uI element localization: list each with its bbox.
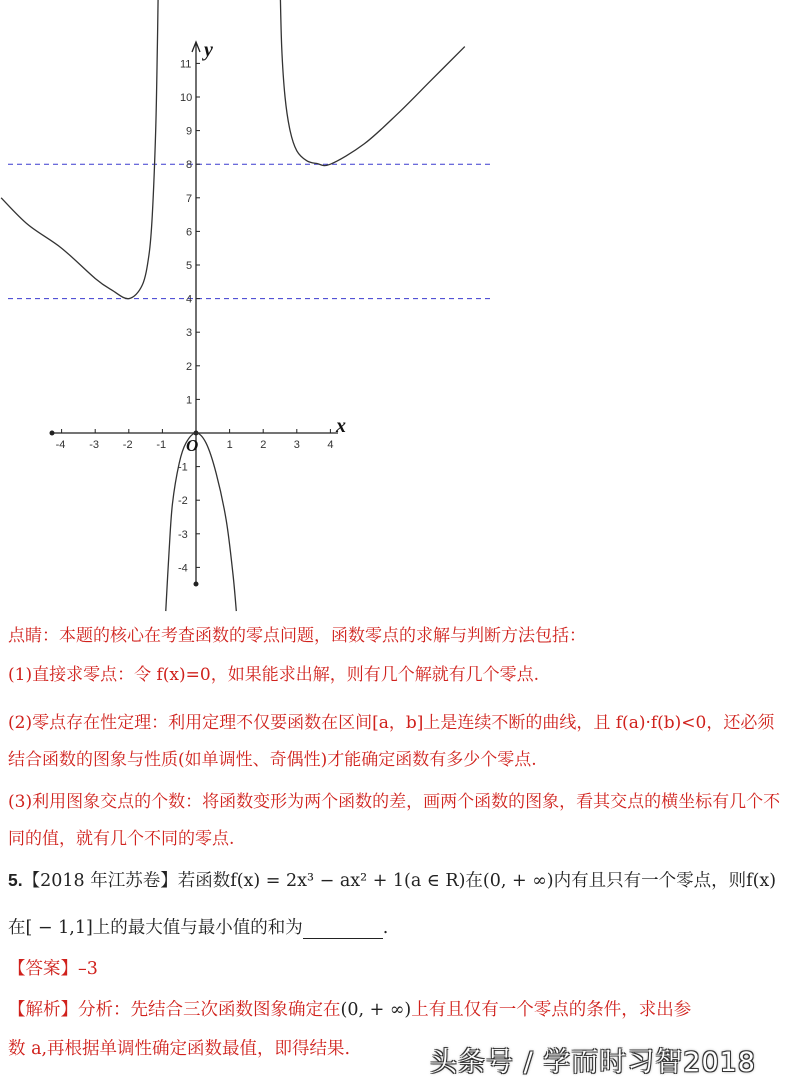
question-text: 若函数 [177,871,231,891]
analysis-interval: (0, + ∞) [340,1000,412,1020]
x-tick-label: -1 [156,439,167,451]
question-text: 在 [8,918,26,938]
x-axis-left-end [50,431,55,436]
analysis-label: 【解析】 [8,1000,78,1020]
analysis-line-2: 数 a,再根据单调性确定函数最值，即得结果. [8,1039,351,1059]
question-source: 【2018 年江苏卷】 [22,871,178,891]
y-tick-label: 10 [180,92,193,104]
curve-branch-2 [166,433,237,611]
y-tick-label: 9 [186,125,193,138]
dashed-reference-lines [8,164,490,298]
y-tick-label: 7 [186,192,193,205]
x-tick-label: 2 [260,439,267,451]
y-tick-label: -3 [178,528,188,541]
question-text: 内有且只有一个零点，则 [553,871,747,891]
dianjing-note: 点睛：本题的核心在考查函数的零点问题，函数零点的求解与判断方法包括： [8,626,586,646]
x-tick-label: 4 [327,439,334,451]
x-tick-label: 3 [293,439,300,451]
y-tick-label: 6 [186,226,193,239]
answer-blank [303,920,383,939]
question-line-2 [8,914,388,939]
y-axis-bottom-end [194,582,199,587]
question-number: 5. [8,870,23,890]
question-text: 在 [465,871,483,891]
y-tick-label: 1 [186,394,193,407]
y-tick-label: 4 [186,293,193,306]
method-item-2: (2)零点存在性定理：利用定理不仅要函数在区间[a，b]上是连续不断的曲线，且 f(a)·f(b)<0，还必须结合函数的图象与性质(如单调性、奇偶性)才能确定函数有多少个零点. [8,713,775,770]
question-interval: [ − 1,1] [25,918,93,938]
x-tick-label: -3 [89,439,99,451]
answer-line [8,955,98,980]
question-line-1 [8,867,776,892]
x-tick-label: -2 [122,439,133,451]
axes [50,42,339,587]
x-tick-label: 1 [226,439,233,451]
y-tick-label: 11 [180,58,192,71]
question-fx: f(x) [746,871,777,891]
y-tick-label: -2 [178,495,188,508]
y-tick-label: -4 [178,562,188,575]
y-axis-label: y [204,39,213,61]
method-item-3: (3)利用图象交点的个数：将函数变形为两个函数的差，画两个函数的图象，看其交点的横坐标有几个不同的值，就有几个不同的零点. [8,792,781,849]
watermark: 头条号 / 学而时习智2018 [430,1047,756,1078]
answer-label: 【答案】 [8,959,78,979]
function-graph [0,0,500,612]
question-text: 上的最大值与最小值的和为 [92,918,303,938]
curve-branch-3 [280,0,465,166]
x-tick-label: -4 [55,439,66,451]
question-text: . [382,918,389,938]
curves [1,0,465,611]
analysis-text: 上有且仅有一个零点的条件，求出参 [411,1000,692,1020]
y-tick-label: 8 [186,159,193,172]
curve-branch-1 [1,0,158,299]
y-tick-label: 3 [186,327,193,340]
analysis-line-1 [8,996,691,1021]
y-tick-label: 2 [186,360,193,373]
x-axis-label: x [336,415,346,437]
analysis-text: 分析：先结合三次函数图象确定在 [78,1000,341,1020]
question-interval: (0, + ∞) [482,871,554,891]
y-tick-label: 5 [186,260,193,272]
answer-value: –3 [78,959,98,979]
question-function: f(x) = 2x³ − ax² + 1(a ∈ R) [230,871,466,891]
y-tick-label: -1 [178,461,188,474]
origin-label: O [186,436,199,455]
method-item-1: (1)直接求零点：令 f(x)=0，如果能求出解，则有几个解就有几个零点. [8,665,540,685]
